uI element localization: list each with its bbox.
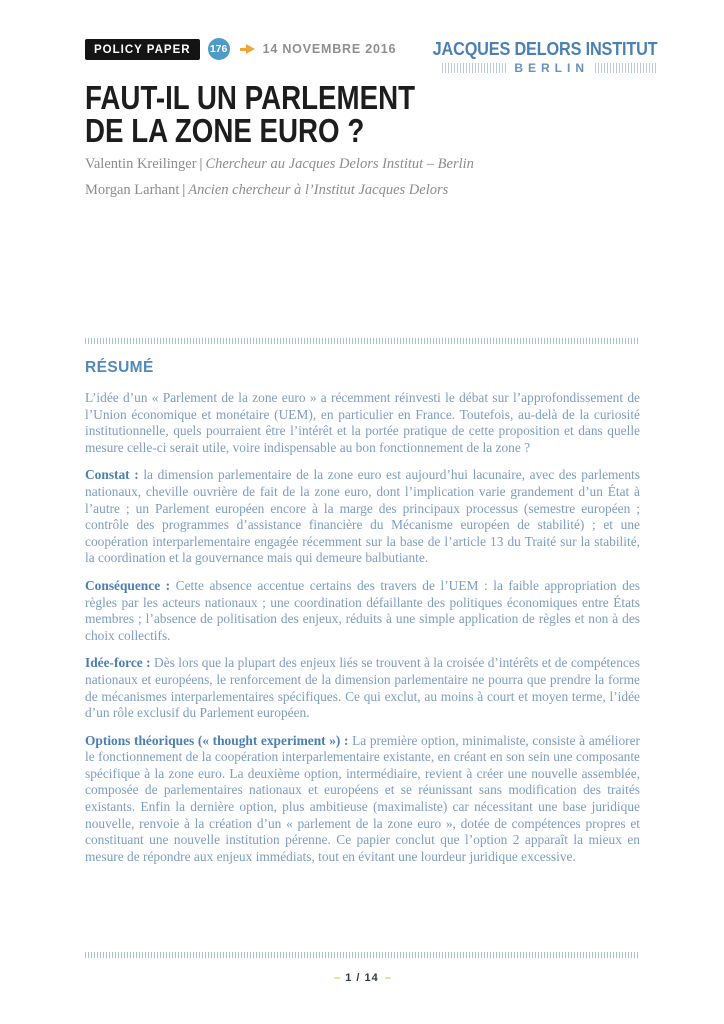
author-role: Ancien chercheur à l’Institut Jacques Delors	[188, 182, 449, 198]
paragraph-text: La première option, minimaliste, consiste à améliorer le fonctionnement de la coopération interparlementaire existante, en créant en son sein une composante spécifique à la zone euro. La deuxième option, intermédiaire, revient à créer une nouvelle assemblée, composée de parlementaires nationaux et européens et se réunissant sans modification des traités existants. Enfin la dernière option, plus ambitieuse (maximaliste) car nécessitant une base juridique nouvelle, renvoie à la création d’un « parlement de la zone euro », dotée de compétences propres et constituant une nouvelle institution pérenne. Ce papier conclut que l’option 2 apparaît la mieux en mesure de répondre aux enjeux immédiats, tout en évitant une lourdeur juridique excessive.	[85, 732, 641, 864]
institute-city: BERLIN	[514, 61, 589, 75]
author-line	[85, 182, 640, 199]
institute-city-row	[402, 61, 657, 75]
barcode-right-icon	[595, 63, 657, 73]
paragraph-lead: Options théoriques (« thought experiment ») :	[85, 732, 349, 748]
paragraph-text: Cette absence accentue certains des travers de l’UEM : la faible appropriation des règles par les acteurs nationaux ; une coordination défaillante des politiques économiques entre États membres ; l’absence de politisation des enjeux, réduits à une simple application de règles et non à des choix collectifs.	[85, 577, 640, 643]
paragraph-text: la dimension parlementaire de la zone euro est aujourd’hui lacunaire, avec des parlements nationaux, cheville ouvrière de fait de la zone euro, dont l’implication varie grandement d’un État à l’autre ; un Parlement européen encore à la marge des principaux processus (semestre européen ; contrôle des programmes d’assistance financière du Mécanisme européen de stabilité) ; et une coopération interparlementaire engagée récemment sur la base de l’article 13 du Traité sur la stabilité, la coordination et la gouvernance mais qui demeure balbutiante.	[85, 467, 640, 566]
author-role: Chercheur au Jacques Delors Institut – Berlin	[205, 156, 474, 172]
section-divider-top	[85, 338, 640, 344]
institute-logo	[402, 38, 657, 75]
paragraph-lead: Constat :	[85, 467, 139, 483]
section-divider-bottom	[85, 952, 640, 958]
paragraph-text: L’idée d’un « Parlement de la zone euro » a récemment réinvesti le débat sur l’approfondissement de l’Union économique et monétaire (UEM), en particulier en France. Toutefois, au-delà de la curiosité institutionnelle, quels pourraient être l’intérêt et la portée pratique de cette proposition et dans quelle mesure celle-ci serait utile, voire indispensable au bon fonctionnement de la zone ?	[85, 390, 640, 455]
masthead	[85, 38, 657, 75]
author-line	[85, 156, 640, 173]
policy-paper-badge: POLICY PAPER	[85, 39, 200, 60]
page-title	[85, 81, 478, 147]
resume-paragraph	[85, 578, 640, 644]
paragraph-text: Dès lors que la plupart des enjeux liés se trouvent à la croisée d’intérêts et de compétences nationaux et européens, le renforcement de la dimension parlementaire ne pourra que prendre la forme de mécanismes interparlementaires spécifiques. Ce qui exclut, au moins à court et moyen terme, l’idée d’un rôle exclusif du Parlement européen.	[85, 655, 640, 721]
publication-date: 14 NOVEMBRE 2016	[262, 42, 397, 56]
issue-number-badge: 176	[208, 38, 230, 60]
institute-name: JACQUES DELORS INSTITUT	[432, 38, 657, 59]
author-separator: |	[199, 156, 203, 172]
barcode-left-icon	[442, 63, 508, 73]
resume-heading: RÉSUMÉ	[85, 359, 154, 376]
paragraph-lead: Idée-force :	[85, 655, 151, 671]
resume-section	[85, 338, 640, 876]
authors-block	[85, 156, 640, 208]
resume-paragraph	[85, 733, 640, 866]
resume-paragraph	[85, 390, 640, 456]
arrow-icon	[240, 44, 255, 54]
author-name: Valentin Kreilinger	[85, 156, 197, 172]
resume-paragraph	[85, 467, 640, 567]
author-separator: |	[182, 182, 186, 198]
page-footer	[0, 972, 724, 984]
page-number: 1 / 14	[345, 972, 379, 984]
author-name: Morgan Larhant	[85, 182, 180, 198]
paragraph-lead: Conséquence :	[85, 577, 171, 593]
masthead-left	[85, 38, 396, 60]
title-line-1: FAUT-IL UN PARLEMENT	[85, 79, 416, 116]
footer-dash-right: –	[384, 972, 390, 984]
footer-dash-left: –	[334, 972, 340, 984]
resume-paragraph	[85, 655, 640, 721]
title-line-2: DE LA ZONE EURO ?	[85, 112, 365, 149]
